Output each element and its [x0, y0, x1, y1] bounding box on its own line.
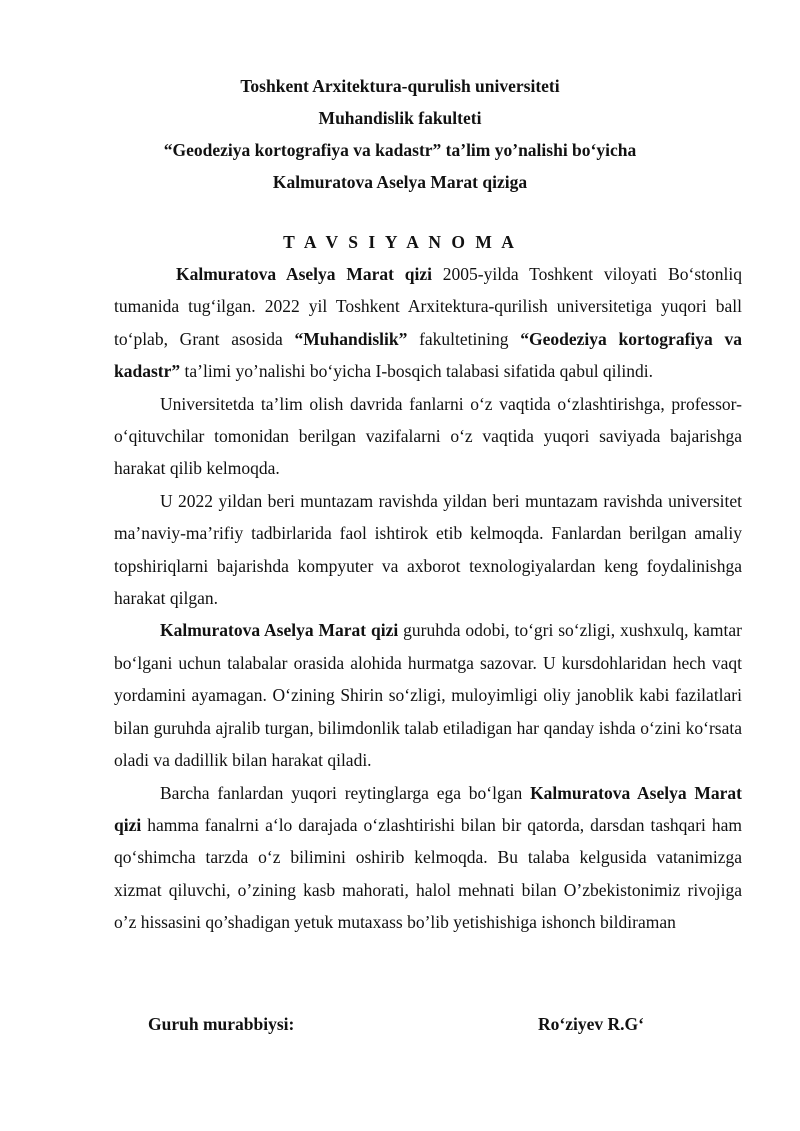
document-body [114, 258, 742, 939]
program-name: “Geodeziya kortografiya va kadastr” ta’lim yo’nalishi bo‘yicha [163, 140, 637, 160]
paragraph-text: fakultetining [407, 328, 521, 349]
paragraph-4 [114, 614, 742, 776]
faculty-name: Muhandislik fakulteti [318, 108, 482, 128]
student-name-bold: Kalmuratova Aselya Marat qizi [114, 782, 743, 835]
paragraph-text: 2005-yilda Toshkent viloyati Bo‘stonliq tumanida tug‘ilgan. 2022 yil Toshkent Arxitektura-qurilish universitetiga yuqori ball to‘plab, Grant asosida [114, 264, 742, 349]
paragraph-text: Barcha fanlardan yuqori reytinglarga ega bo‘lgan [160, 782, 531, 803]
paragraph-1 [114, 258, 742, 388]
paragraph-text: hamma fanalrni a‘lo darajada o‘zlashtirishi bilan bir qatorda, darsdan tashqari ham qo‘shimcha tarzda o‘z bilimini oshirib kelmoqda. Bu talaba kelgusida vatanimizga xizmat qiluvchi, o’zining kasb mahorati, halol mehnati bilan O’zbekistonimiz rivojiga o’z hissasini qo’shadigan yetuk mutaxass bo’lib yetishishiga ishonch bildiraman [114, 814, 742, 933]
student-name-bold: Kalmuratova Aselya Marat qizi [176, 264, 432, 284]
signature-name: Ro‘ziyev R.G‘ [538, 1014, 644, 1034]
signature-role: Guruh murabbiysi: [148, 1014, 295, 1034]
student-name-bold: Kalmuratova Aselya Marat qizi [160, 620, 399, 641]
paragraph-3: U 2022 yildan beri muntazam ravishda yildan beri muntazam ravishda universitet ma’naviy-ma’rifiy tadbirlarida faol ishtirok etib kelmoqda. Fanlardan berilgan amaliy topshiriqlarni bajarishda kompyuter va axborot texnologiyalardan keng foydalinishga harakat qilgan. [114, 490, 742, 609]
program-bold: “Geodeziya kortografiya va kadastr” [114, 328, 742, 382]
paragraph-2: Universitetda ta’lim olish davrida fanlarni o‘z vaqtida o‘zlashtirishga, professor-o‘qituvchilar tomonidan berilgan vazifalarni o‘z vaqtida yuqori saviyada bajarishga harakat qilib kelmoqda. [114, 393, 742, 479]
paragraph-text: guruhda odobi, to‘gri so‘zligi, xushxulq, kamtar bo‘lgani uchun talabalar orasida alohida hurmatga sazovar. U kursdohlaridan hech vaqt yordamini ayamagan. O‘zining Shirin so‘zligi, muloyimligi oliy janoblik kabi fazilatlari bilan guruhda ajralib turgan, bilimdonlik talab etiladigan har qanday ishda o‘zini ko‘rsata oladi va dadillik bilan harakat qiladi. [114, 620, 742, 771]
document-title: T A V S I Y A N O M A [283, 232, 517, 252]
university-name: Toshkent Arxitektura-qurulish universiteti [240, 76, 560, 96]
recipient-name: Kalmuratova Aselya Marat qiziga [272, 172, 528, 192]
faculty-bold: “Muhandislik” [294, 328, 408, 349]
paragraph-5 [114, 777, 742, 939]
paragraph-text: ta’limi yo’nalishi bo‘yicha I-bosqich talabasi sifatida qabul qilindi. [180, 361, 654, 382]
document-header [0, 70, 800, 198]
